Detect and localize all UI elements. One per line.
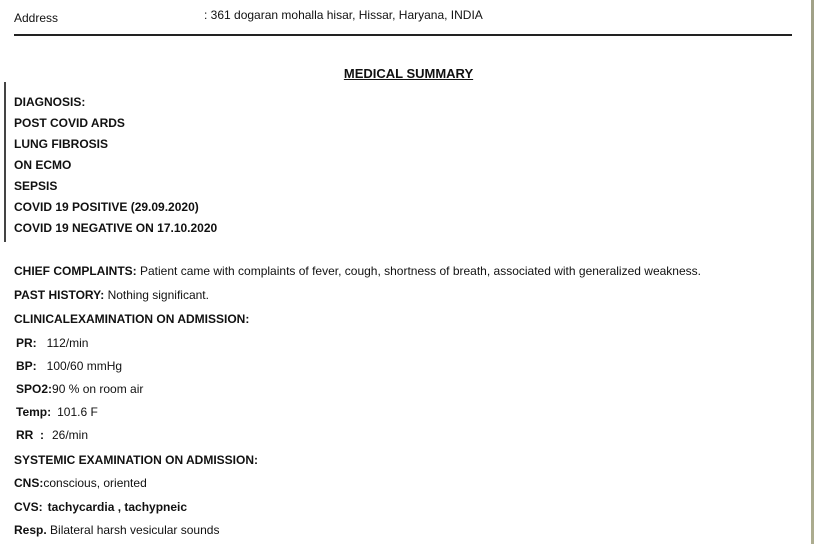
- rr-label: RR :: [16, 428, 44, 442]
- diagnosis-heading: DIAGNOSIS:: [14, 95, 86, 109]
- rr-line: [16, 428, 88, 442]
- diagnosis-item: POST COVID ARDS: [14, 116, 125, 130]
- diagnosis-item: COVID 19 NEGATIVE ON 17.10.2020: [14, 221, 218, 235]
- cvs-value: tachycardia , tachypneic: [47, 500, 188, 514]
- resp-label: Resp.: [14, 523, 47, 537]
- bp-line: [16, 359, 122, 373]
- temp-value: 101.6 F: [57, 405, 98, 419]
- cns-line: [14, 476, 147, 490]
- scan-edge-right: [811, 0, 814, 544]
- cns-value: conscious, oriented: [43, 476, 147, 490]
- address-value: : 361 dogaran mohalla hisar, Hissar, Haryana, INDIA: [204, 8, 483, 22]
- chief-complaints-line: [14, 264, 701, 278]
- temp-label: Temp:: [16, 405, 52, 419]
- diagnosis-item: LUNG FIBROSIS: [14, 137, 109, 151]
- systemic-exam-heading: SYSTEMIC EXAMINATION ON ADMISSION:: [14, 453, 259, 467]
- chief-complaints-text: Patient came with complaints of fever, cough, shortness of breath, associated with generalized weakness.: [136, 264, 701, 278]
- past-history-label: PAST HISTORY:: [14, 288, 105, 302]
- diagnosis-item: ON ECMO: [14, 158, 72, 172]
- document-title-text: MEDICAL SUMMARY: [343, 66, 474, 81]
- clinical-exam-heading: CLINICALEXAMINATION ON ADMISSION:: [14, 312, 250, 326]
- resp-value: Bilateral harsh vesicular sounds: [46, 523, 220, 537]
- header-divider: [14, 34, 792, 36]
- temp-line: [16, 405, 98, 419]
- document-title: [0, 66, 817, 81]
- spo2-value: 90 % on room air: [52, 382, 144, 396]
- address-label: Address: [14, 11, 59, 25]
- chief-complaints-label: CHIEF COMPLAINTS:: [14, 264, 137, 278]
- pr-label: PR:: [16, 336, 37, 350]
- resp-line: [14, 523, 219, 537]
- cvs-label: CVS:: [14, 500, 43, 514]
- spo2-line: [16, 382, 143, 396]
- pr-value: 112/min: [46, 336, 89, 350]
- cvs-line: [14, 500, 187, 514]
- past-history-line: [14, 288, 209, 302]
- diagnosis-section: [14, 95, 217, 242]
- bp-label: BP:: [16, 359, 37, 373]
- past-history-text: Nothing significant.: [104, 288, 209, 302]
- spo2-label: SPO2:: [16, 382, 53, 396]
- bp-value: 100/60 mmHg: [46, 359, 123, 373]
- cns-label: CNS:: [14, 476, 44, 490]
- diagnosis-item: SEPSIS: [14, 179, 58, 193]
- scan-edge-left: [4, 82, 6, 242]
- pr-line: [16, 336, 88, 350]
- diagnosis-item: COVID 19 POSITIVE (29.09.2020): [14, 200, 199, 214]
- rr-value: 26/min: [52, 428, 89, 442]
